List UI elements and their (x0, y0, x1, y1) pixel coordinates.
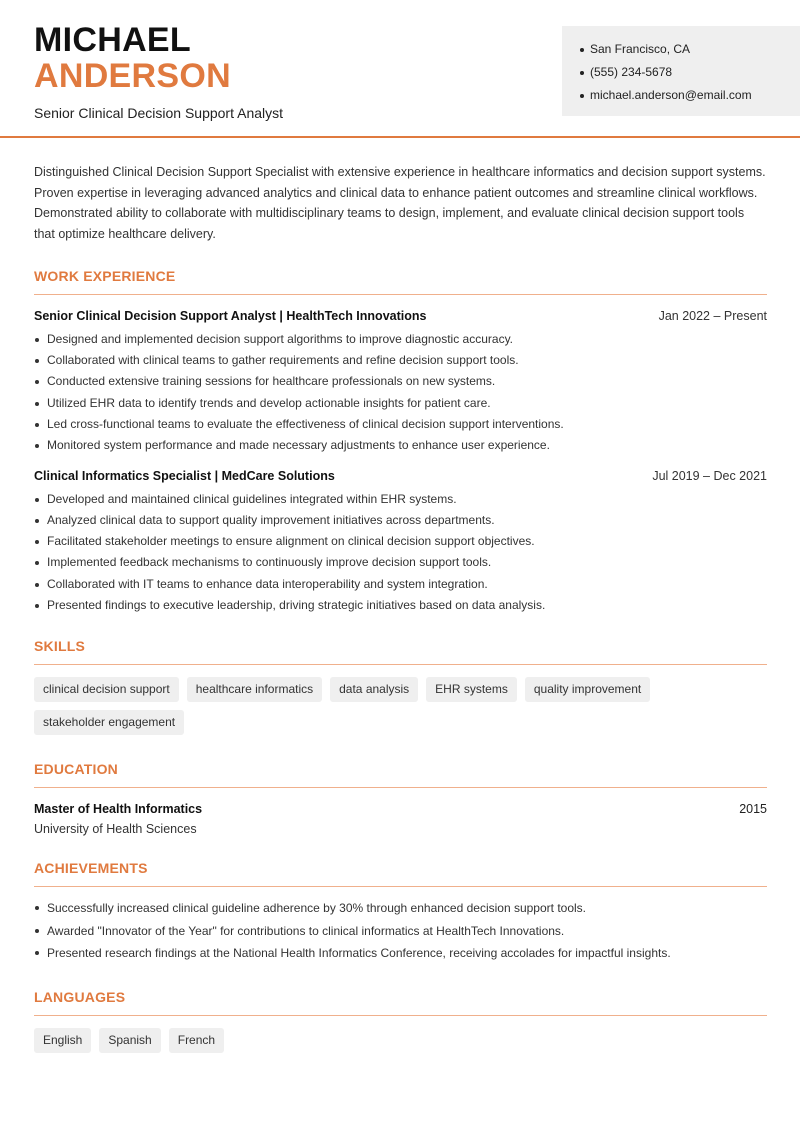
skills-section (34, 638, 767, 735)
job-entry (34, 309, 767, 457)
job-dates: Jan 2022 – Present (658, 308, 767, 323)
job-bullet: Developed and maintained clinical guidelines integrated within EHR systems. (34, 489, 767, 510)
skill-tag: clinical decision support (34, 677, 179, 702)
contact-location: San Francisco, CA (578, 38, 784, 61)
job-bullet: Collaborated with clinical teams to gather requirements and refine decision support tools. (34, 350, 767, 371)
job-bullets (34, 329, 767, 457)
job-title: Senior Clinical Decision Support Analyst (34, 105, 284, 121)
job-bullets (34, 489, 767, 617)
language-tag: English (34, 1028, 91, 1053)
languages-section (34, 989, 767, 1053)
job-bullet: Implemented feedback mechanisms to continuously improve decision support tools. (34, 552, 767, 573)
skill-tag: data analysis (330, 677, 418, 702)
achievements-section (34, 860, 767, 965)
job-bullet: Conducted extensive training sessions for healthcare professionals on new systems. (34, 371, 767, 392)
job-header (34, 309, 767, 323)
skill-tag: quality improvement (525, 677, 650, 702)
job-bullet: Analyzed clinical data to support quality improvement initiatives across departments. (34, 510, 767, 531)
resume-body (34, 162, 767, 1053)
first-name: MICHAEL (34, 21, 191, 59)
summary: Distinguished Clinical Decision Support Specialist with extensive experience in healthcare informatics and decision support systems. Proven expertise in leveraging advanced analytics and clinical data to enhance patient outcomes and streamline clinical workflows. Demonstrated ability to collaborate with multidisciplinary teams to design, implement, and evaluate clinical decision support tools that optimize healthcare delivery. (34, 165, 766, 242)
job-role: Senior Clinical Decision Support Analyst | HealthTech Innovations (34, 308, 427, 323)
section-title-experience: WORK EXPERIENCE (34, 268, 767, 295)
job-header (34, 469, 767, 483)
section-title-achievements: ACHIEVEMENTS (34, 860, 767, 887)
skill-tag: healthcare informatics (187, 677, 322, 702)
skills-tags (34, 677, 767, 735)
job-bullet: Collaborated with IT teams to enhance data interoperability and system integration. (34, 574, 767, 595)
name-block (34, 22, 283, 121)
skill-tag: stakeholder engagement (34, 710, 184, 735)
language-tag: Spanish (99, 1028, 160, 1053)
resume-header (0, 0, 800, 138)
contact-phone[interactable]: (555) 234-5678 (578, 61, 784, 84)
job-bullet: Presented findings to executive leadership, driving strategic initiatives based on data analysis. (34, 595, 767, 616)
achievement-item: Successfully increased clinical guideline adherence by 30% through enhanced decision support tools. (34, 897, 767, 920)
job-dates: Jul 2019 – Dec 2021 (652, 468, 767, 483)
job-role: Clinical Informatics Specialist | MedCare Solutions (34, 468, 335, 483)
achievement-item: Awarded "Innovator of the Year" for contributions to clinical informatics at HealthTech Innovations. (34, 920, 767, 943)
job-bullet: Designed and implemented decision support algorithms to improve diagnostic accuracy. (34, 329, 767, 350)
contact-box (562, 26, 800, 116)
job-bullet: Led cross-functional teams to evaluate the effectiveness of clinical decision support interventions. (34, 414, 767, 435)
education-year: 2015 (739, 802, 767, 817)
job-bullet: Facilitated stakeholder meetings to ensure alignment on clinical decision support objectives. (34, 531, 767, 552)
education-section (34, 761, 767, 836)
education-school: University of Health Sciences (34, 822, 197, 837)
section-title-languages: LANGUAGES (34, 989, 767, 1016)
education-entry (34, 802, 767, 816)
job-bullet: Monitored system performance and made necessary adjustments to enhance user experience. (34, 435, 767, 456)
job-bullet: Utilized EHR data to identify trends and develop actionable insights for patient care. (34, 393, 767, 414)
section-title-education: EDUCATION (34, 761, 767, 788)
last-name: ANDERSON (34, 57, 231, 95)
skill-tag: EHR systems (426, 677, 517, 702)
languages-tags (34, 1028, 767, 1053)
job-entry (34, 469, 767, 617)
education-degree: Master of Health Informatics (34, 802, 203, 817)
contact-list (578, 38, 784, 107)
experience-section (34, 268, 767, 617)
language-tag: French (169, 1028, 224, 1053)
achievement-item: Presented research findings at the National Health Informatics Conference, receiving accolades for impactful insights. (34, 942, 767, 965)
contact-email[interactable]: michael.anderson@email.com (578, 84, 784, 107)
achievements-list (34, 897, 767, 965)
section-title-skills: SKILLS (34, 638, 767, 665)
